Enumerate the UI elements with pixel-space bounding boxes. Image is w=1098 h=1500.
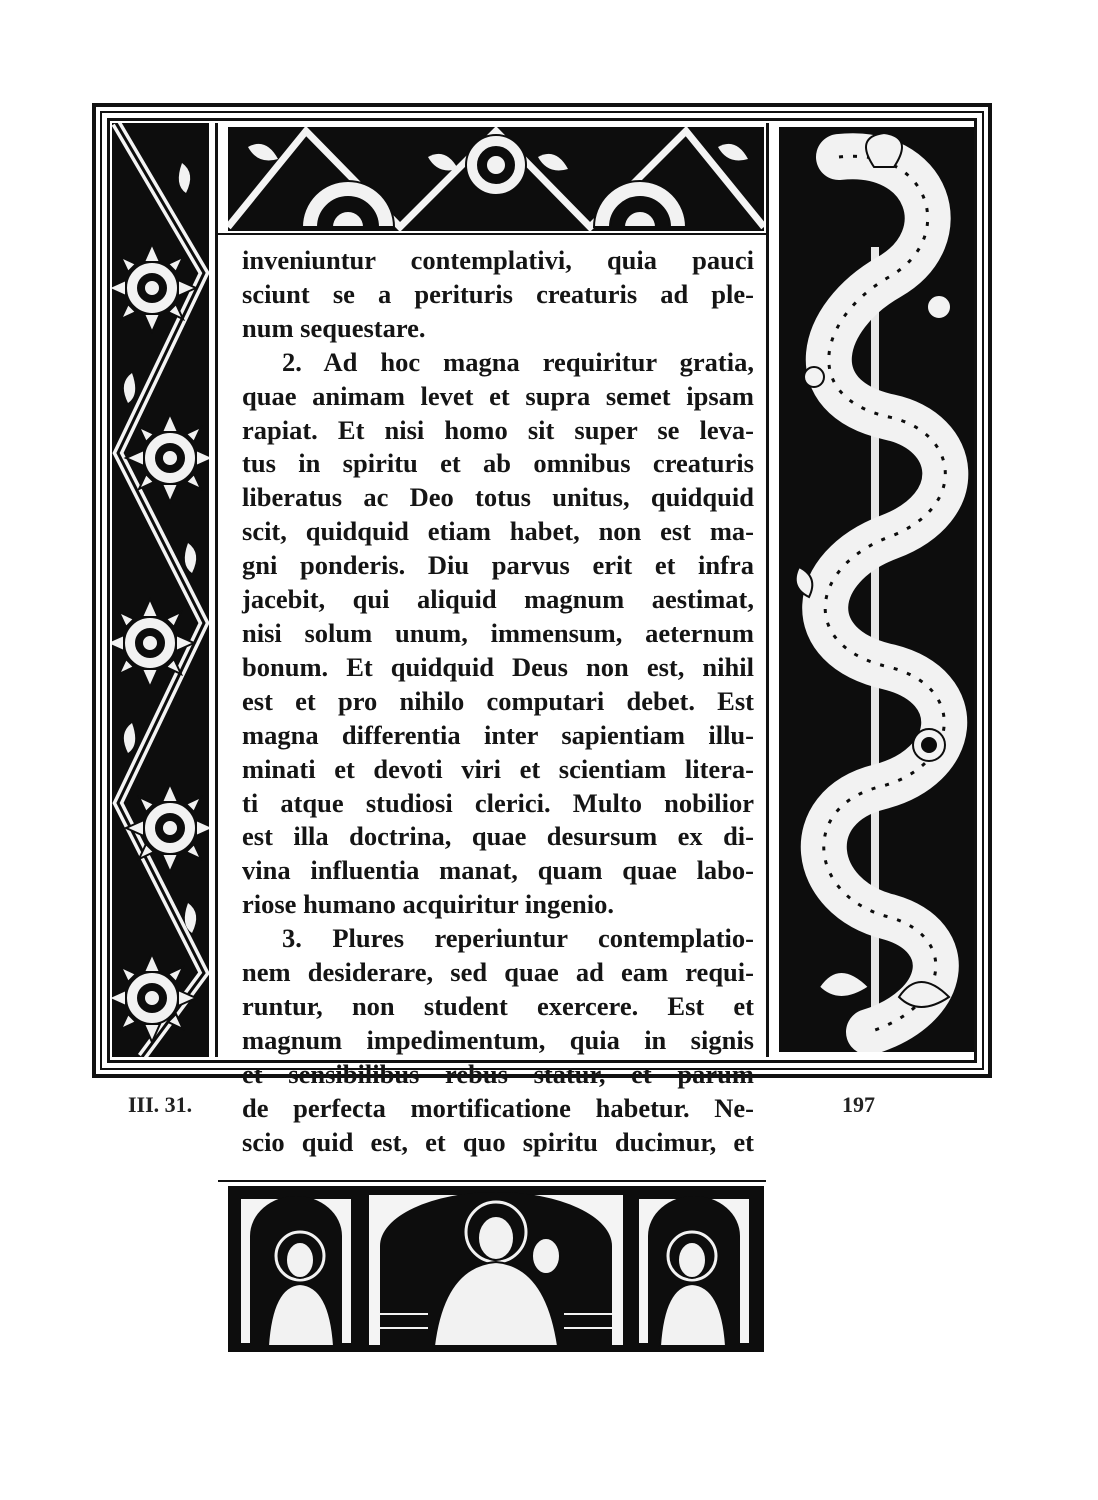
text-line: scit, quidquid etiam habet, non est ma- [242, 516, 754, 547]
text-line: scio quid est, et quo spiritu ducimur, et [242, 1126, 754, 1157]
text-line: num sequestare. [242, 312, 426, 343]
text-line: inveniuntur contemplativi, quia pauci [242, 245, 754, 275]
text-line: minati et devoti viri et scientiam litera- [242, 753, 754, 784]
text-line: 3. Plures reperiuntur contemplatio- [282, 923, 754, 954]
saints-portrait-icon [228, 1186, 764, 1352]
chapter-reference: III. 31. [128, 1092, 193, 1117]
text-line: magna differentia inter sapientiam illu- [242, 719, 754, 750]
top-frieze-ornament [228, 127, 764, 231]
text-left-rule [215, 123, 218, 1057]
text-line: 2. Ad hoc magna requiritur gratia, [282, 346, 754, 377]
text-line: riose humano acquiritur ingenio. [242, 889, 615, 920]
text-line: est et pro nihilo computari debet. Est [242, 685, 754, 716]
text-line: tus in spiritu et ab omnibus creaturis [242, 448, 754, 479]
sunflower-zigzag-icon [112, 123, 209, 1057]
text-line: nisi solum unum, immensum, aeternum [242, 617, 754, 648]
body-text [242, 244, 754, 1174]
top-band-rule [218, 233, 766, 235]
text-line: est illa doctrina, quae desursum ex di- [242, 821, 754, 852]
text-line: et sensibilibus rebus statur, et parum [242, 1058, 754, 1089]
text-line: bonum. Et quidquid Deus non est, nihil [242, 651, 754, 682]
right-border-ornament [779, 127, 974, 1052]
text-line: jacebit, qui aliquid magnum aestimat, [242, 584, 754, 615]
text-line: de perfecta mortificatione habetur. Ne- [242, 1092, 754, 1123]
page-number: 197 [842, 1092, 875, 1117]
text-line: gni ponderis. Diu parvus erit et infra [242, 550, 754, 581]
text-line: ti atque studiosi clerici. Multo nobilior [242, 787, 754, 818]
text-line: magnum impedimentum, quia in signis [242, 1024, 754, 1055]
text-right-rule [766, 123, 769, 1057]
bottom-band-rule [218, 1180, 766, 1182]
text-line: liberatus ac Deo totus unitus, quidquid [242, 482, 754, 513]
left-border-ornament [112, 123, 209, 1057]
text-line: rapiat. Et nisi homo sit super se leva- [242, 414, 754, 445]
bottom-portrait-ornament [228, 1186, 764, 1352]
text-line: runtur, non student exercere. Est et [242, 990, 754, 1021]
text-line: quae animam levet et supra semet ipsam [242, 380, 754, 411]
sunflower-frieze-icon [228, 127, 764, 231]
text-line: nem desiderare, sed quae ad eam requi- [242, 957, 754, 988]
ribbon-scroll-icon [779, 127, 974, 1052]
text-line: vina influentia manat, quam quae labo- [242, 855, 754, 886]
text-line: sciunt se a perituris creaturis ad ple- [242, 278, 754, 309]
